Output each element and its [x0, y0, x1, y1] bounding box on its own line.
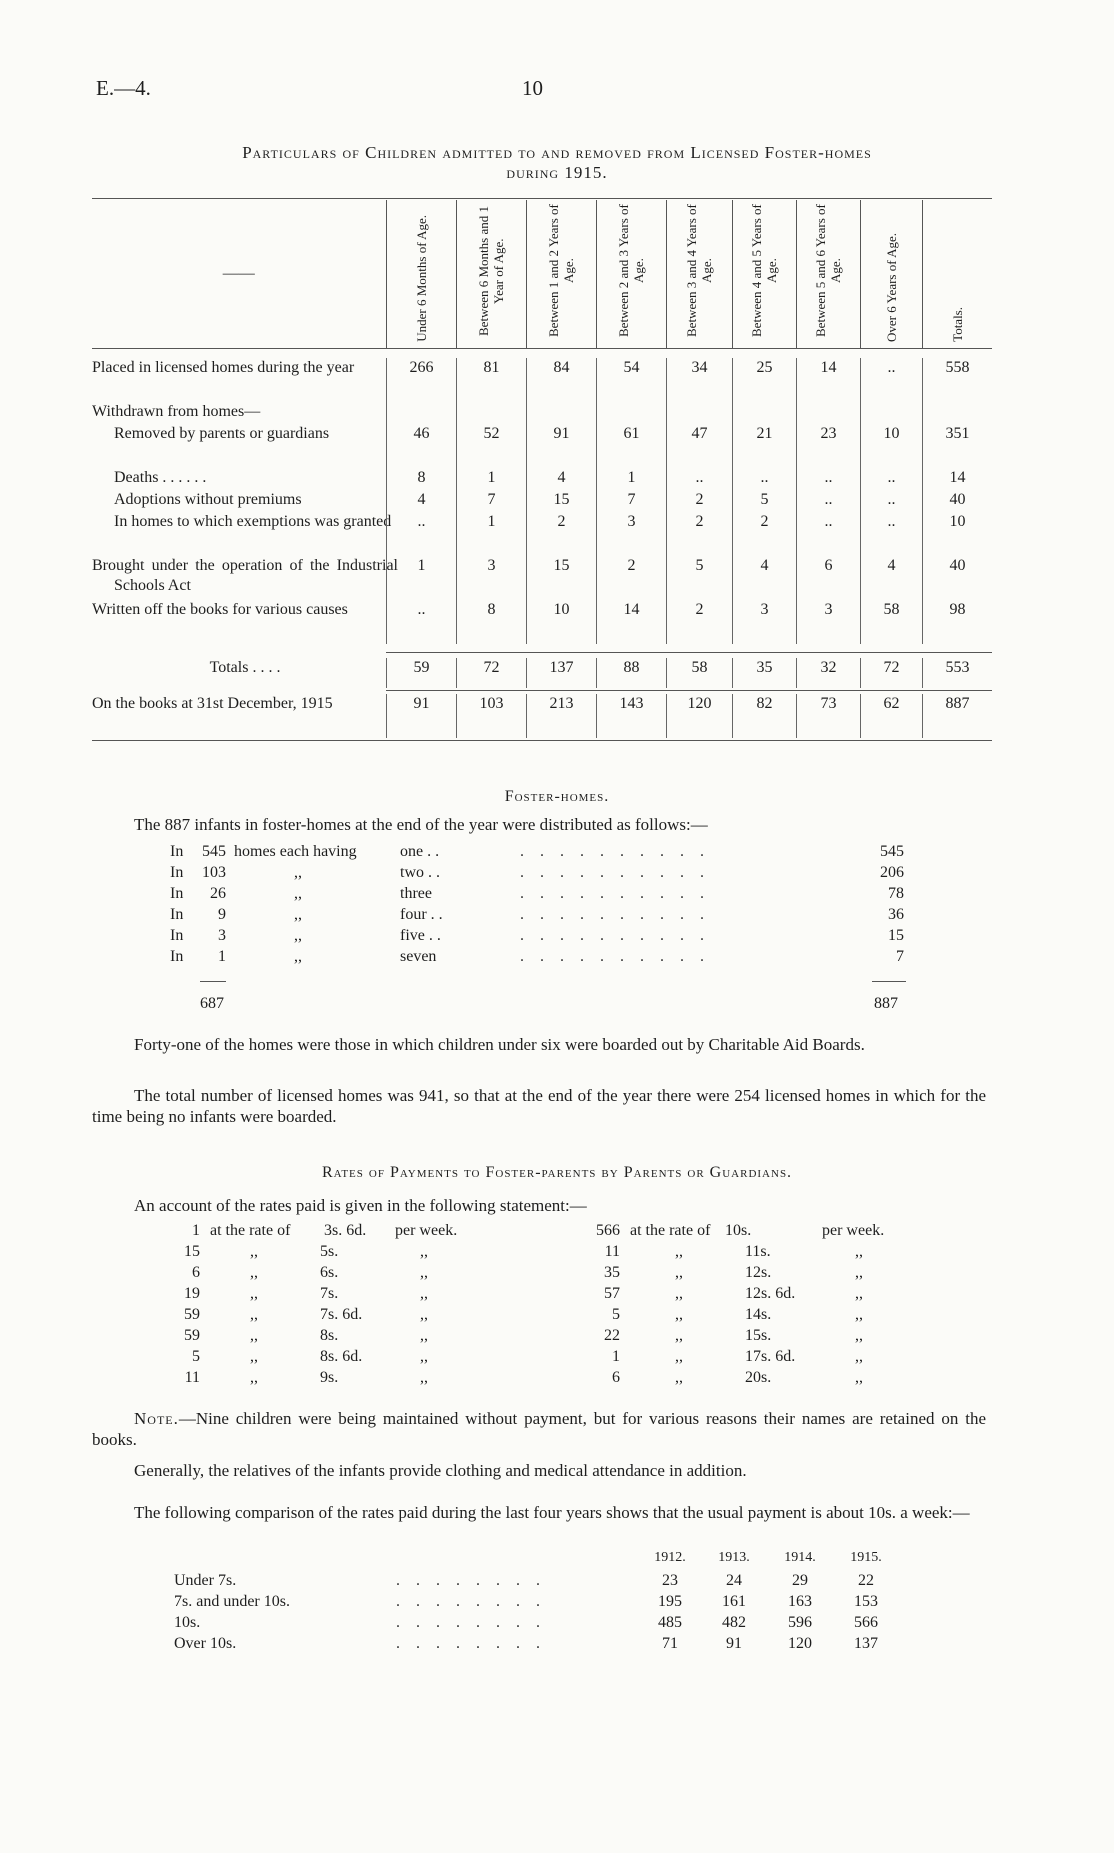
rate-cell: ,,: [420, 1348, 428, 1365]
table-cell: 120: [666, 694, 732, 738]
col-header: Between 5 and 6 Years of Age.: [796, 200, 860, 349]
comparison-cell: 195: [658, 1593, 682, 1610]
table-cell: 8: [386, 468, 456, 490]
table-cell: 58: [666, 658, 732, 688]
foster-intro: The 887 infants in foster-homes at the end of the year were distributed as follows:—: [134, 815, 708, 834]
table-cell: 58: [860, 600, 922, 644]
table-cell: 3: [732, 600, 796, 644]
rate-cell: per week.: [395, 1222, 458, 1239]
col-header: Between 3 and 4 Years of Age.: [666, 200, 732, 349]
comparison-cell: 22: [858, 1572, 874, 1589]
leader-dots: . . . . . . . .: [396, 1635, 546, 1652]
comparison-cell: 163: [788, 1593, 812, 1610]
table-cell: 72: [456, 658, 526, 688]
table-cell: 213: [526, 694, 596, 738]
rate-cell: 15: [184, 1243, 200, 1260]
distribution-cell: 3: [218, 927, 226, 944]
comparison-cell: 482: [722, 1614, 746, 1631]
rate-cell: ,,: [855, 1264, 863, 1281]
rate-cell: ,,: [420, 1306, 428, 1323]
distribution-cell: ,,: [294, 906, 302, 923]
row-label: Totals . . . .: [209, 659, 281, 676]
table-cell: 54: [596, 358, 666, 402]
table-row: [92, 468, 992, 490]
table-cell: 266: [386, 358, 456, 402]
table-cell: ..: [860, 512, 922, 556]
rate-cell: at the rate of: [630, 1222, 711, 1239]
leader-dots: . . . . . . . . . .: [520, 885, 710, 902]
leader-dots: . . . . . . . . . .: [520, 864, 710, 881]
year-header: 1912.: [654, 1550, 686, 1565]
table-row: [92, 556, 992, 600]
children-table: [92, 200, 992, 357]
rate-cell: ,,: [250, 1306, 258, 1323]
table-cell: 143: [596, 694, 666, 738]
table-cell: [666, 402, 732, 424]
distribution-cell: two . .: [400, 864, 440, 881]
rate-cell: 59: [184, 1327, 200, 1344]
table-cell: [456, 402, 526, 424]
table-cell: 351: [922, 424, 992, 468]
table-cell: 4: [860, 556, 922, 600]
table-cell: 3: [596, 512, 666, 556]
rate-cell: 6: [192, 1264, 200, 1281]
leader-dots: . . . . . . . .: [396, 1593, 546, 1610]
comparison-cell: 596: [788, 1614, 812, 1631]
table-cell: 91: [526, 424, 596, 468]
col-header: Totals.: [922, 200, 992, 349]
table-cell: ..: [386, 600, 456, 644]
page-number: 10: [522, 76, 543, 100]
rate-cell: ,,: [420, 1264, 428, 1281]
table-cell: 14: [796, 358, 860, 402]
distribution-cell: 545: [880, 843, 904, 860]
rate-cell: ,,: [250, 1264, 258, 1281]
table-cell: 72: [860, 658, 922, 688]
distribution-cell: In: [170, 927, 184, 944]
table-cell: 10: [860, 424, 922, 468]
table-cell: ..: [666, 468, 732, 490]
col-header: Between 6 Months and 1 Year of Age.: [456, 200, 526, 349]
distribution-cell: In: [170, 948, 184, 965]
leader-dots: . . . . . . . . . .: [520, 906, 710, 923]
row-label: Deaths . . . . . .: [114, 469, 207, 486]
rate-cell: 5: [192, 1348, 200, 1365]
table-cell: ..: [796, 490, 860, 512]
table-cell: ..: [732, 468, 796, 490]
rate-cell: 10s.: [725, 1222, 752, 1239]
table-cell: 2: [666, 600, 732, 644]
table-row: [92, 694, 992, 738]
licensed-homes-paragraph: The total number of licensed homes was 941, so that at the end of the year there were 254 licensed homes in which for the time being no infants were boarded.: [92, 1086, 986, 1126]
rate-cell: ,,: [855, 1369, 863, 1386]
table-row: [92, 402, 992, 424]
table-cell: 5: [732, 490, 796, 512]
distribution-cell: ,,: [294, 927, 302, 944]
comparison-cell: 24: [726, 1572, 742, 1589]
rate-cell: ,,: [855, 1243, 863, 1260]
distribution-cell: homes each having: [234, 843, 357, 860]
comparison-cell: 120: [788, 1635, 812, 1652]
table-cell: 2: [666, 512, 732, 556]
rate-cell: ,,: [675, 1264, 683, 1281]
comparison-cell: 29: [792, 1572, 808, 1589]
rate-cell: 7s.: [320, 1285, 339, 1302]
table-cell: 1: [386, 556, 456, 600]
charitable-aid-paragraph: Forty-one of the homes were those in which children under six were boarded out by Charitable Aid Boards.: [134, 1035, 865, 1054]
table-cell: 40: [922, 556, 992, 600]
table-cell: ..: [796, 468, 860, 490]
table-cell: 4: [526, 468, 596, 490]
table-row: [92, 600, 992, 644]
table-cell: [386, 402, 456, 424]
leader-dots: . . . . . . . . . .: [520, 927, 710, 944]
rate-cell: ,,: [855, 1285, 863, 1302]
table-row: [92, 658, 992, 688]
table-cell: 15: [526, 490, 596, 512]
comparison-intro: The following comparison of the rates paid during the last four years shows that the usual payment is about 10s. a week:—: [134, 1503, 970, 1522]
distribution-cell: 78: [888, 885, 904, 902]
row-label: Placed in licensed homes during the year: [92, 359, 355, 376]
col-header: Between 1 and 2 Years of Age.: [526, 200, 596, 349]
table-cell: 84: [526, 358, 596, 402]
table-cell: 558: [922, 358, 992, 402]
distribution-cell: ,,: [294, 864, 302, 881]
report-code: E.—4.: [96, 76, 151, 100]
table-cell: 62: [860, 694, 922, 738]
distribution-cell: 26: [210, 885, 226, 902]
rate-cell: per week.: [822, 1222, 885, 1239]
table-cell: [526, 402, 596, 424]
rate-cell: 8s. 6d.: [320, 1348, 363, 1365]
table-row: [92, 424, 992, 468]
table-cell: 82: [732, 694, 796, 738]
comparison-cell: 161: [722, 1593, 746, 1610]
table-cell: ..: [860, 490, 922, 512]
rate-cell: 9s.: [320, 1369, 339, 1386]
rate-cell: 6s.: [320, 1264, 339, 1281]
rate-cell: ,,: [250, 1348, 258, 1365]
rate-cell: 566: [596, 1222, 620, 1239]
table-cell: 88: [596, 658, 666, 688]
table-cell: ..: [386, 512, 456, 556]
rate-cell: 17s. 6d.: [745, 1348, 796, 1365]
rate-cell: 35: [604, 1264, 620, 1281]
leader-dots: . . . . . . . . . .: [520, 948, 710, 965]
rates-heading: Rates of Payments to Foster-parents by Parents or Guardians.: [321, 1164, 793, 1181]
distribution-cell: 9: [218, 906, 226, 923]
comparison-label: Under 7s.: [174, 1572, 237, 1589]
rate-cell: ,,: [855, 1306, 863, 1323]
rate-cell: 14s.: [745, 1306, 772, 1323]
rate-cell: ,,: [250, 1369, 258, 1386]
rate-cell: 12s.: [745, 1264, 772, 1281]
distribution-cell: seven: [400, 948, 437, 965]
rate-cell: 12s. 6d.: [745, 1285, 796, 1302]
table-cell: 91: [386, 694, 456, 738]
distribution-cell: 15: [888, 927, 904, 944]
distribution-cell: 545: [202, 843, 226, 860]
rate-cell: 11: [604, 1243, 620, 1260]
distribution-cell: ,,: [294, 885, 302, 902]
distribution-cell: 103: [202, 864, 226, 881]
comparison-cell: 566: [854, 1614, 878, 1631]
leader-dots: . . . . . . . .: [396, 1572, 546, 1589]
distribution-cell: 206: [880, 864, 904, 881]
table-cell: 32: [796, 658, 860, 688]
rate-cell: ,,: [250, 1327, 258, 1344]
table-cell: 2: [732, 512, 796, 556]
row-label: In homes to which exemptions was granted: [114, 513, 392, 530]
col-header: Between 2 and 3 Years of Age.: [596, 200, 666, 349]
rate-cell: 1: [192, 1222, 200, 1239]
table-cell: 10: [922, 512, 992, 556]
leader-dots: . . . . . . . .: [396, 1614, 546, 1631]
rate-cell: 20s.: [745, 1369, 772, 1386]
table-title-year: during 1915.: [506, 163, 608, 182]
rate-cell: ,,: [675, 1306, 683, 1323]
table-cell: ..: [860, 468, 922, 490]
table-cell: 14: [922, 468, 992, 490]
table-cell: 1: [596, 468, 666, 490]
table-cell: 1: [456, 512, 526, 556]
rate-cell: 5: [612, 1306, 620, 1323]
rate-cell: ,,: [675, 1243, 683, 1260]
rate-cell: 1: [612, 1348, 620, 1365]
rate-cell: ,,: [855, 1327, 863, 1344]
infants-sum: 887: [874, 995, 898, 1012]
distribution-cell: 1: [218, 948, 226, 965]
table-cell: 21: [732, 424, 796, 468]
rate-cell: 8s.: [320, 1327, 339, 1344]
table-cell: 3: [796, 600, 860, 644]
row-label: Brought under the operation of the Industrial Schools Act: [92, 557, 398, 594]
rate-cell: at the rate of: [210, 1222, 291, 1239]
year-header: 1914.: [784, 1550, 816, 1565]
table-cell: 35: [732, 658, 796, 688]
table-cell: ..: [860, 358, 922, 402]
distribution-cell: ,,: [294, 948, 302, 965]
relatives-paragraph: Generally, the relatives of the infants provide clothing and medical attendance in addition.: [134, 1461, 747, 1480]
table-row: [92, 490, 992, 512]
table-cell: 34: [666, 358, 732, 402]
distribution-cell: In: [170, 906, 184, 923]
rate-cell: ,,: [250, 1243, 258, 1260]
year-header: 1913.: [718, 1550, 750, 1565]
row-label: On the books at 31st December, 1915: [92, 695, 333, 712]
rates-intro: An account of the rates paid is given in the following statement:—: [134, 1196, 587, 1215]
comparison-label: 10s.: [174, 1614, 201, 1631]
table-cell: [596, 402, 666, 424]
distribution-cell: 36: [888, 906, 904, 923]
distribution-cell: three: [400, 885, 432, 902]
table-cell: [860, 402, 922, 424]
distribution-cell: 7: [896, 948, 904, 965]
table-cell: 2: [526, 512, 596, 556]
table-cell: 40: [922, 490, 992, 512]
rate-cell: 19: [184, 1285, 200, 1302]
comparison-label: Over 10s.: [174, 1635, 237, 1652]
rate-cell: 59: [184, 1306, 200, 1323]
table-row: [92, 358, 992, 402]
table-cell: 15: [526, 556, 596, 600]
rate-cell: ,,: [675, 1348, 683, 1365]
table-cell: 2: [666, 490, 732, 512]
rate-cell: ,,: [675, 1369, 683, 1386]
table-cell: 4: [386, 490, 456, 512]
table-title: Particulars of Children admitted to and removed from Licensed Foster-homes: [242, 143, 872, 162]
table-cell: 46: [386, 424, 456, 468]
table-cell: 1: [456, 468, 526, 490]
table-cell: 23: [796, 424, 860, 468]
table-cell: 61: [596, 424, 666, 468]
table-cell: 14: [596, 600, 666, 644]
rate-cell: ,,: [250, 1285, 258, 1302]
distribution-cell: In: [170, 864, 184, 881]
table-cell: [922, 402, 992, 424]
year-header: 1915.: [850, 1550, 882, 1565]
rate-cell: 11: [184, 1369, 200, 1386]
distribution-cell: In: [170, 885, 184, 902]
table-cell: 7: [456, 490, 526, 512]
table-cell: 47: [666, 424, 732, 468]
comparison-cell: 137: [854, 1635, 878, 1652]
table-cell: 98: [922, 600, 992, 644]
note-paragraph: Note.—Nine children were being maintained without payment, but for various reasons their names are retained on the books.: [92, 1409, 986, 1449]
row-label: Withdrawn from homes—: [92, 403, 261, 420]
table-cell: 5: [666, 556, 732, 600]
rate-cell: ,,: [420, 1243, 428, 1260]
table-cell: 81: [456, 358, 526, 402]
table-cell: 553: [922, 658, 992, 688]
distribution-cell: In: [170, 843, 184, 860]
homes-sum: 687: [200, 995, 224, 1012]
rate-cell: 5s.: [320, 1243, 339, 1260]
table-cell: 137: [526, 658, 596, 688]
table-row: [92, 512, 992, 556]
leader-dots: . . . . . . . . . .: [520, 843, 710, 860]
table-cell: 10: [526, 600, 596, 644]
row-label: Adoptions without premiums: [114, 491, 302, 508]
distribution-cell: one . .: [400, 843, 440, 860]
table-cell: 103: [456, 694, 526, 738]
distribution-cell: four . .: [400, 906, 443, 923]
comparison-cell: 485: [658, 1614, 682, 1631]
row-label: Removed by parents or guardians: [114, 425, 330, 442]
table-cell: 8: [456, 600, 526, 644]
distribution-cell: five . .: [400, 927, 441, 944]
rate-cell: ,,: [420, 1285, 428, 1302]
col-header: Over 6 Years of Age.: [860, 200, 922, 349]
table-cell: 73: [796, 694, 860, 738]
table-cell: 887: [922, 694, 992, 738]
rate-cell: 7s. 6d.: [320, 1306, 363, 1323]
rate-cell: ,,: [420, 1327, 428, 1344]
comparison-cell: 153: [854, 1593, 878, 1610]
table-cell: 59: [386, 658, 456, 688]
rate-cell: ,,: [420, 1369, 428, 1386]
table-cell: 2: [596, 556, 666, 600]
rate-cell: 11s.: [745, 1243, 771, 1260]
table-cell: 3: [456, 556, 526, 600]
rate-cell: ,,: [855, 1348, 863, 1365]
col-header: Between 4 and 5 Years of Age.: [732, 200, 796, 349]
table-cell: [732, 402, 796, 424]
comparison-label: 7s. and under 10s.: [174, 1593, 290, 1610]
table-cell: 6: [796, 556, 860, 600]
table-cell: 7: [596, 490, 666, 512]
foster-homes-heading: Foster-homes.: [504, 788, 610, 805]
table-cell: 25: [732, 358, 796, 402]
table-cell: 4: [732, 556, 796, 600]
rate-cell: 3s. 6d.: [324, 1222, 367, 1239]
rate-cell: 6: [612, 1369, 620, 1386]
rate-cell: ,,: [675, 1327, 683, 1344]
comparison-cell: 71: [662, 1635, 678, 1652]
table-corner: ——: [222, 265, 255, 282]
row-label: Written off the books for various causes: [92, 601, 348, 618]
comparison-cell: 91: [726, 1635, 742, 1652]
col-header: Under 6 Months of Age.: [386, 200, 456, 349]
table-cell: ..: [796, 512, 860, 556]
rate-cell: 22: [604, 1327, 620, 1344]
table-cell: [796, 402, 860, 424]
rate-cell: 57: [604, 1285, 620, 1302]
rate-cell: 15s.: [745, 1327, 772, 1344]
rate-cell: ,,: [675, 1285, 683, 1302]
table-cell: 52: [456, 424, 526, 468]
comparison-cell: 23: [662, 1572, 678, 1589]
